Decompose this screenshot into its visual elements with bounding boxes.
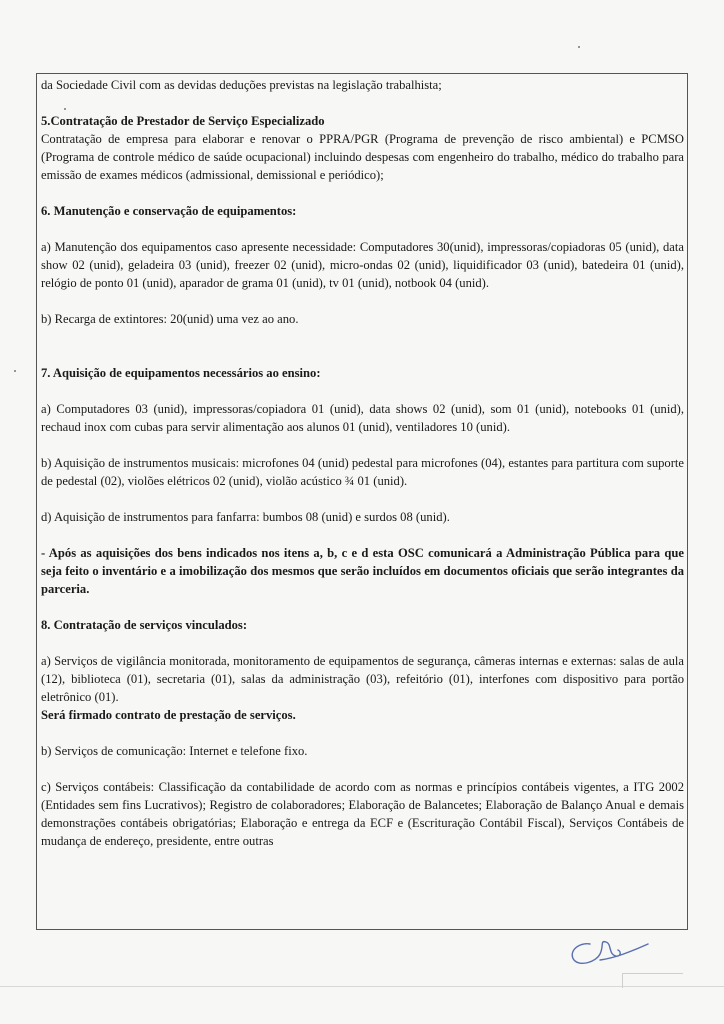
section-5-title: 5.Contratação de Prestador de Serviço Especializado [41,114,325,128]
section-8-item-b: b) Serviços de comunicação: Internet e telefone fixo. [41,744,308,758]
section-8-title: 8. Contratação de serviços vinculados: [41,618,248,632]
section-6-item-a: a) Manutenção dos equipamentos caso apresente necessidade: Computadores 30(unid), impressoras/copiadoras 05 (unid), data show 02 (unid), geladeira 03 (unid), freezer 02 (unid), micro-ondas 02 (unid), liquidificador 03 (unid), batedeira 01 (unid), relógio de ponto 01 (unid), aparador de grama 01 (unid), tv 01 (unid), notbook 04 (unid). [41,240,684,290]
section-7-item-d: d) Aquisição de instrumentos para fanfarra: bumbos 08 (unid) e surdos 08 (unid). [41,510,450,524]
section-8-item-a: a) Serviços de vigilância monitorada, monitoramento de equipamentos de segurança, câmeras internas e externas: salas de aula (12), biblioteca (01), secretaria (01), salas da administração (03), refeitório (01), interfones com dispositivo para portão eletrônico (01). [41,654,684,704]
section-7-title: 7. Aquisição de equipamentos necessários ao ensino: [41,366,321,380]
section-7-item-a: a) Computadores 03 (unid), impressoras/copiadora 01 (unid), data shows 02 (unid), som 01 (unid), notebooks 01 (unid), rechaud inox com cubas para servir alimentação aos alunos 01 (unid), ventiladores 10 (unid). [41,402,684,434]
scan-speck [64,108,66,110]
section-7-item-b: b) Aquisição de instrumentos musicais: microfones 04 (unid) pedestal para microfones (04), estantes para partitura com suporte de pedestal (02), violões elétricos 02 (unid), violão acústico ¾ 01 (unid). [41,456,684,488]
footer-stamp-box [622,973,683,988]
signature-mark [560,930,650,970]
section-7-note: - Após as aquisições dos bens indicados nos itens a, b, c e d esta OSC comunicará a Administração Pública para que seja feito o inventário e a imobilização dos mesmos que serão incluídos em documentos oficiais que serão integrantes da parceria. [41,546,684,596]
scan-speck [14,370,16,372]
document-body [41,76,684,850]
section-8-item-c: c) Serviços contábeis: Classificação da contabilidade de acordo com as normas e princípios contábeis vigentes, a ITG 2002 (Entidades sem fins Lucrativos); Registro de colaboradores; Elaboração de Balancetes; Elaboração de Balanço Anual e demais demonstrações contábeis obrigatórias; Elaboração e entrega da ECF e (Escrituração Contábil Fiscal), Serviços Contábeis de mudança de endereço, presidente, entre outras [41,780,684,848]
section-8-item-a-note: Será firmado contrato de prestação de serviços. [41,708,296,722]
section-5-text: Contratação de empresa para elaborar e renovar o PPRA/PGR (Programa de prevenção de risco ambiental) e PCMSO (Programa de controle médico de saúde ocupacional) incluindo despesas com engenheiro do trabalho, médico do trabalho para emissão de exames médicos (admissional, demissional e periódico); [41,132,684,182]
scan-speck [578,46,580,48]
footer-rule [0,986,724,987]
section-6-title: 6. Manutenção e conservação de equipamentos: [41,204,297,218]
intro-line: da Sociedade Civil com as devidas deduções previstas na legislação trabalhista; [41,78,442,92]
section-6-item-b: b) Recarga de extintores: 20(unid) uma vez ao ano. [41,312,299,326]
